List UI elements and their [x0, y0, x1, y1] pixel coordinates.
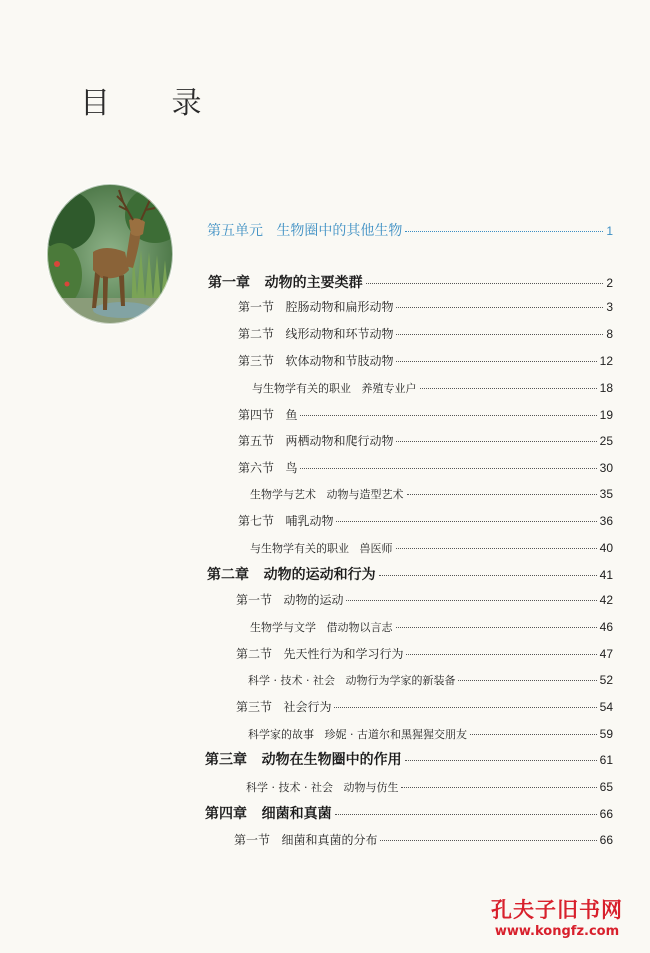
- toc-label: 第六节 鸟: [238, 461, 298, 475]
- toc-page-number: 12: [599, 354, 613, 368]
- toc-label: 第三章 动物在生物圈中的作用: [205, 752, 402, 768]
- dot-leader: [396, 548, 597, 549]
- dot-leader: [300, 468, 596, 469]
- toc-entry-feature[interactable]: [250, 486, 613, 502]
- toc-entry-section[interactable]: [238, 298, 613, 315]
- dot-leader: [458, 680, 596, 681]
- toc-page-number: 40: [599, 541, 613, 555]
- toc-label: 科学 · 技术 · 社会 动物行为学家的新装备: [248, 674, 456, 687]
- dot-leader: [407, 494, 597, 495]
- toc-label: 第二节 线形动物和环节动物: [238, 327, 394, 341]
- toc-entry-chapter[interactable]: [208, 272, 613, 292]
- toc-entry-section[interactable]: [238, 406, 613, 423]
- dot-leader: [396, 441, 596, 442]
- toc-label: 第五节 两栖动物和爬行动物: [238, 434, 394, 448]
- toc-label: 第三节 社会行为: [236, 700, 332, 714]
- dot-leader: [420, 388, 597, 389]
- dot-leader: [379, 575, 597, 576]
- toc-entry-section[interactable]: [238, 325, 613, 342]
- toc-entry-section[interactable]: [234, 831, 613, 848]
- toc-entry-section[interactable]: [238, 432, 613, 449]
- toc-entry-feature[interactable]: [248, 672, 613, 688]
- toc-entry-feature[interactable]: [250, 619, 613, 635]
- toc-page-number: 19: [599, 408, 613, 422]
- toc-label: 第一节 细菌和真菌的分布: [234, 833, 378, 847]
- dot-leader: [335, 814, 597, 815]
- toc-page-number: 18: [599, 381, 613, 395]
- toc-page-number: 65: [599, 780, 613, 794]
- toc-entry-feature[interactable]: [250, 540, 613, 556]
- toc-entry-chapter[interactable]: [207, 564, 613, 584]
- toc-entry-section[interactable]: [238, 352, 613, 369]
- toc-page-number: 54: [599, 700, 613, 714]
- toc-entry-unit[interactable]: [207, 220, 613, 240]
- toc-page-number: 46: [599, 620, 613, 634]
- dot-leader: [470, 734, 597, 735]
- dot-leader: [396, 334, 603, 335]
- dot-leader: [401, 787, 596, 788]
- toc-entry-feature[interactable]: [248, 726, 613, 742]
- toc-label: 第四节 鱼: [238, 408, 298, 422]
- dot-leader: [396, 361, 596, 362]
- toc-entry-section[interactable]: [238, 512, 613, 529]
- toc-page-number: 41: [599, 568, 613, 582]
- watermark-title: 孔夫子旧书网: [491, 898, 623, 922]
- toc-label: 科学家的故事 珍妮 · 古道尔和黑猩猩交朋友: [248, 728, 467, 741]
- watermark-url: www.kongfz.com: [494, 924, 620, 939]
- toc-page-number: 3: [606, 300, 613, 314]
- toc-label: 与生物学有关的职业 兽医师: [250, 542, 393, 555]
- dot-leader: [405, 760, 597, 761]
- toc-page-number: 1: [606, 224, 613, 238]
- page-title: 目 录: [80, 86, 228, 122]
- dot-leader: [334, 707, 596, 708]
- toc-page-number: 25: [599, 434, 613, 448]
- toc-page-number: 30: [599, 461, 613, 475]
- dot-leader: [336, 521, 596, 522]
- dot-leader: [380, 840, 596, 841]
- dot-leader: [366, 283, 604, 284]
- toc-label: 科学 · 技术 · 社会 动物与仿生: [246, 781, 399, 794]
- toc-label: 第二章 动物的运动和行为: [207, 567, 376, 583]
- toc-label: 第一节 动物的运动: [236, 593, 344, 607]
- toc-page-number: 59: [599, 727, 613, 741]
- toc-entry-feature[interactable]: [252, 380, 613, 396]
- toc-label: 生物学与文学 借动物以言志: [250, 621, 393, 634]
- toc-label: 第五单元 生物圈中的其他生物: [207, 223, 403, 239]
- toc-entry-section[interactable]: [238, 459, 613, 476]
- toc-entry-feature[interactable]: [246, 779, 613, 795]
- toc-entry-chapter[interactable]: [205, 749, 613, 769]
- dot-leader: [405, 231, 603, 232]
- toc-page-number: 52: [599, 673, 613, 687]
- toc-page-number: 2: [606, 276, 613, 290]
- toc-label: 与生物学有关的职业 养殖专业户: [252, 382, 417, 395]
- toc-entry-chapter[interactable]: [205, 803, 613, 823]
- toc-page-number: 8: [606, 327, 613, 341]
- toc-label: 第一节 腔肠动物和扁形动物: [238, 300, 394, 314]
- dot-leader: [406, 654, 596, 655]
- toc-page-number: 36: [599, 514, 613, 528]
- toc-label: 第三节 软体动物和节肢动物: [238, 354, 394, 368]
- toc-label: 生物学与艺术 动物与造型艺术: [250, 488, 404, 501]
- toc-label: 第二节 先天性行为和学习行为: [236, 647, 404, 661]
- toc-page-number: 42: [599, 593, 613, 607]
- watermark: [482, 894, 632, 939]
- dot-leader: [396, 627, 597, 628]
- dot-leader: [396, 307, 603, 308]
- toc-label: 第一章 动物的主要类群: [208, 275, 363, 291]
- dot-leader: [300, 415, 596, 416]
- toc-page-number: 47: [599, 647, 613, 661]
- toc-page-number: 61: [599, 753, 613, 767]
- toc-label: 第四章 细菌和真菌: [205, 806, 332, 822]
- toc-page-number: 66: [599, 807, 613, 821]
- dot-leader: [346, 600, 596, 601]
- toc-entry-section[interactable]: [236, 591, 613, 608]
- toc-page-number: 66: [599, 833, 613, 847]
- toc-page-number: 35: [599, 487, 613, 501]
- toc-label: 第七节 哺乳动物: [238, 514, 334, 528]
- toc-entry-section[interactable]: [236, 645, 613, 662]
- toc-entry-section[interactable]: [236, 698, 613, 715]
